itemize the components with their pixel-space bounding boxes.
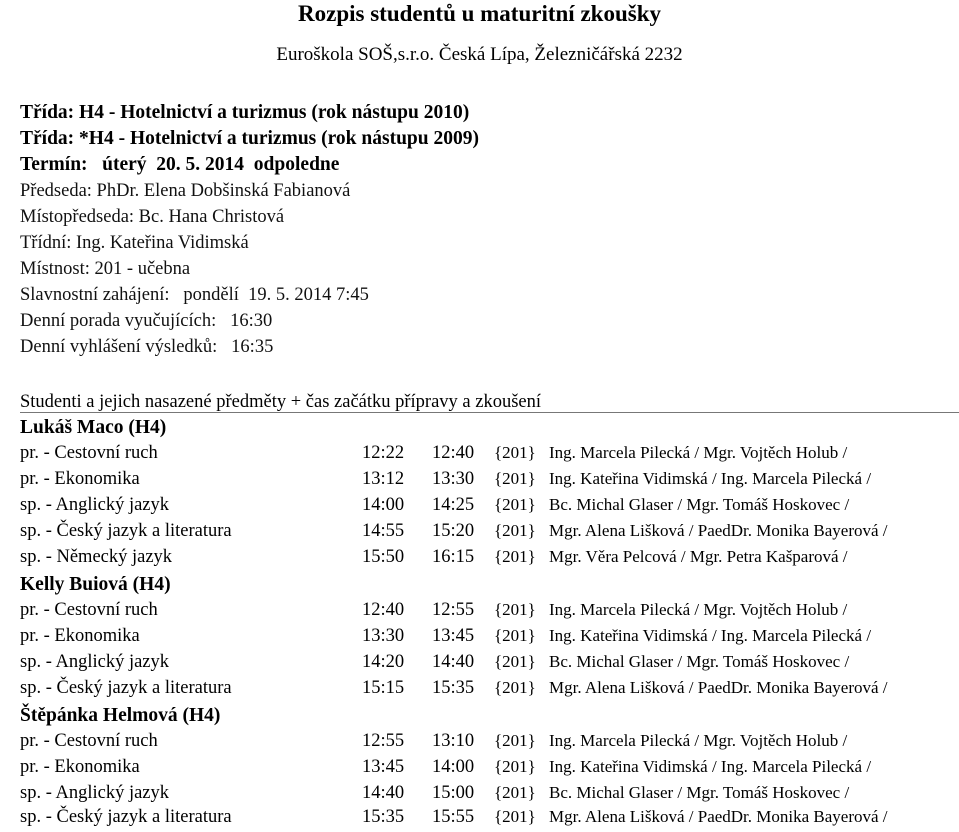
prep-time: 13:30	[362, 626, 405, 646]
exam-time: 14:40	[432, 652, 475, 672]
exam-room-code: {201}	[494, 469, 536, 488]
exam-time: 13:45	[432, 626, 475, 646]
exam-room-code: {201}	[494, 521, 536, 540]
prep-time: 15:15	[362, 678, 405, 698]
exam-room-code: {201}	[494, 443, 536, 462]
prep-time: 14:55	[362, 521, 405, 541]
exam-term: Termín: úterý 20. 5. 2014 odpoledne	[20, 154, 340, 175]
examiners: Ing. Marcela Pilecká / Mgr. Vojtěch Holub /	[549, 600, 848, 619]
opening-ceremony: Slavnostní zahájení: pondělí 19. 5. 2014 7:45	[20, 285, 369, 305]
exam-subject: sp. - Anglický jazyk	[20, 652, 170, 672]
prep-time: 12:55	[362, 731, 405, 751]
examiners: Mgr. Alena Lišková / PaedDr. Monika Bayerová /	[549, 521, 888, 540]
exam-room-code: {201}	[494, 547, 536, 566]
exam-subject: pr. - Cestovní ruch	[20, 443, 158, 463]
exam-subject: pr. - Cestovní ruch	[20, 731, 158, 751]
exam-time: 16:15	[432, 547, 475, 567]
student-name: Kelly Buiová (H4)	[20, 574, 171, 595]
exam-row	[0, 598, 959, 624]
prep-time: 15:50	[362, 547, 405, 567]
exam-subject: sp. - Český jazyk a literatura	[20, 678, 232, 698]
exam-row	[0, 805, 959, 831]
exam-time: 12:40	[432, 443, 475, 463]
exam-room-code: {201}	[494, 626, 536, 645]
class-line-1: Třída: H4 - Hotelnictví a turizmus (rok nástupu 2010)	[20, 102, 470, 123]
exam-room-code: {201}	[494, 807, 536, 826]
exam-row	[0, 545, 959, 571]
document-title: Rozpis studentů u maturitní zkoušky	[298, 1, 661, 26]
exam-room-code: {201}	[494, 731, 536, 750]
exam-room-code: {201}	[494, 600, 536, 619]
examiners: Ing. Kateřina Vidimská / Ing. Marcela Pilecká /	[549, 757, 872, 776]
examiners: Mgr. Alena Lišková / PaedDr. Monika Bayerová /	[549, 807, 888, 826]
exam-subject: pr. - Ekonomika	[20, 626, 140, 646]
examiners: Bc. Michal Glaser / Mgr. Tomáš Hoskovec /	[549, 495, 850, 514]
daily-meeting: Denní porada vyučujících: 16:30	[20, 311, 273, 331]
exam-subject: pr. - Ekonomika	[20, 757, 140, 777]
exam-row	[0, 467, 959, 493]
exam-row	[0, 493, 959, 519]
exam-time: 13:10	[432, 731, 475, 751]
prep-time: 15:35	[362, 807, 405, 827]
prep-time: 13:45	[362, 757, 405, 777]
exam-subject: sp. - Anglický jazyk	[20, 495, 170, 515]
student-name: Štěpánka Helmová (H4)	[20, 705, 221, 726]
prep-time: 14:00	[362, 495, 405, 515]
exam-time: 15:20	[432, 521, 475, 541]
exam-row	[0, 676, 959, 702]
exam-time: 14:25	[432, 495, 475, 515]
daily-results: Denní vyhlášení výsledků: 16:35	[20, 337, 274, 357]
exam-time: 15:35	[432, 678, 475, 698]
exam-time: 14:00	[432, 757, 475, 777]
section-divider	[20, 412, 959, 413]
exam-time: 13:30	[432, 469, 475, 489]
examiners: Ing. Kateřina Vidimská / Ing. Marcela Pilecká /	[549, 626, 872, 645]
exam-room-code: {201}	[494, 678, 536, 697]
examiners: Mgr. Alena Lišková / PaedDr. Monika Bayerová /	[549, 678, 888, 697]
exam-room-code: {201}	[494, 783, 536, 802]
examiners: Ing. Kateřina Vidimská / Ing. Marcela Pilecká /	[549, 469, 872, 488]
exam-row	[0, 441, 959, 467]
exam-row	[0, 729, 959, 755]
class-line-2: Třída: *H4 - Hotelnictví a turizmus (rok nástupu 2009)	[20, 128, 479, 149]
examiners: Mgr. Věra Pelcová / Mgr. Petra Kašparová /	[549, 547, 848, 566]
section-caption: Studenti a jejich nasazené předměty + čas začátku přípravy a zkoušení	[20, 392, 542, 412]
exam-room: Místnost: 201 - učebna	[20, 259, 191, 279]
exam-time: 15:55	[432, 807, 475, 827]
prep-time: 14:40	[362, 783, 405, 803]
exam-subject: pr. - Cestovní ruch	[20, 600, 158, 620]
school-name: Euroškola SOŠ,s.r.o. Česká Lípa, Železničářská 2232	[276, 44, 683, 65]
exam-row	[0, 650, 959, 676]
exam-room-code: {201}	[494, 495, 536, 514]
prep-time: 14:20	[362, 652, 405, 672]
prep-time: 12:22	[362, 443, 405, 463]
examiners: Bc. Michal Glaser / Mgr. Tomáš Hoskovec /	[549, 783, 850, 802]
prep-time: 12:40	[362, 600, 405, 620]
exam-time: 15:00	[432, 783, 475, 803]
exam-row	[0, 755, 959, 781]
exam-row	[0, 624, 959, 650]
class-teacher: Třídní: Ing. Kateřina Vidimská	[20, 233, 249, 253]
exam-subject: sp. - Český jazyk a literatura	[20, 807, 232, 827]
exam-subject: pr. - Ekonomika	[20, 469, 140, 489]
exam-subject: sp. - Český jazyk a literatura	[20, 521, 232, 541]
vice-chairperson: Místopředseda: Bc. Hana Christová	[20, 207, 285, 227]
exam-row	[0, 519, 959, 545]
examiners: Ing. Marcela Pilecká / Mgr. Vojtěch Holub /	[549, 443, 848, 462]
prep-time: 13:12	[362, 469, 405, 489]
examiners: Bc. Michal Glaser / Mgr. Tomáš Hoskovec /	[549, 652, 850, 671]
chairperson: Předseda: PhDr. Elena Dobšinská Fabianová	[20, 181, 351, 201]
exam-time: 12:55	[432, 600, 475, 620]
exam-room-code: {201}	[494, 757, 536, 776]
exam-room-code: {201}	[494, 652, 536, 671]
exam-subject: sp. - Německý jazyk	[20, 547, 173, 567]
student-name: Lukáš Maco (H4)	[20, 417, 167, 438]
exam-row	[0, 781, 959, 807]
exam-subject: sp. - Anglický jazyk	[20, 783, 170, 803]
examiners: Ing. Marcela Pilecká / Mgr. Vojtěch Holub /	[549, 731, 848, 750]
